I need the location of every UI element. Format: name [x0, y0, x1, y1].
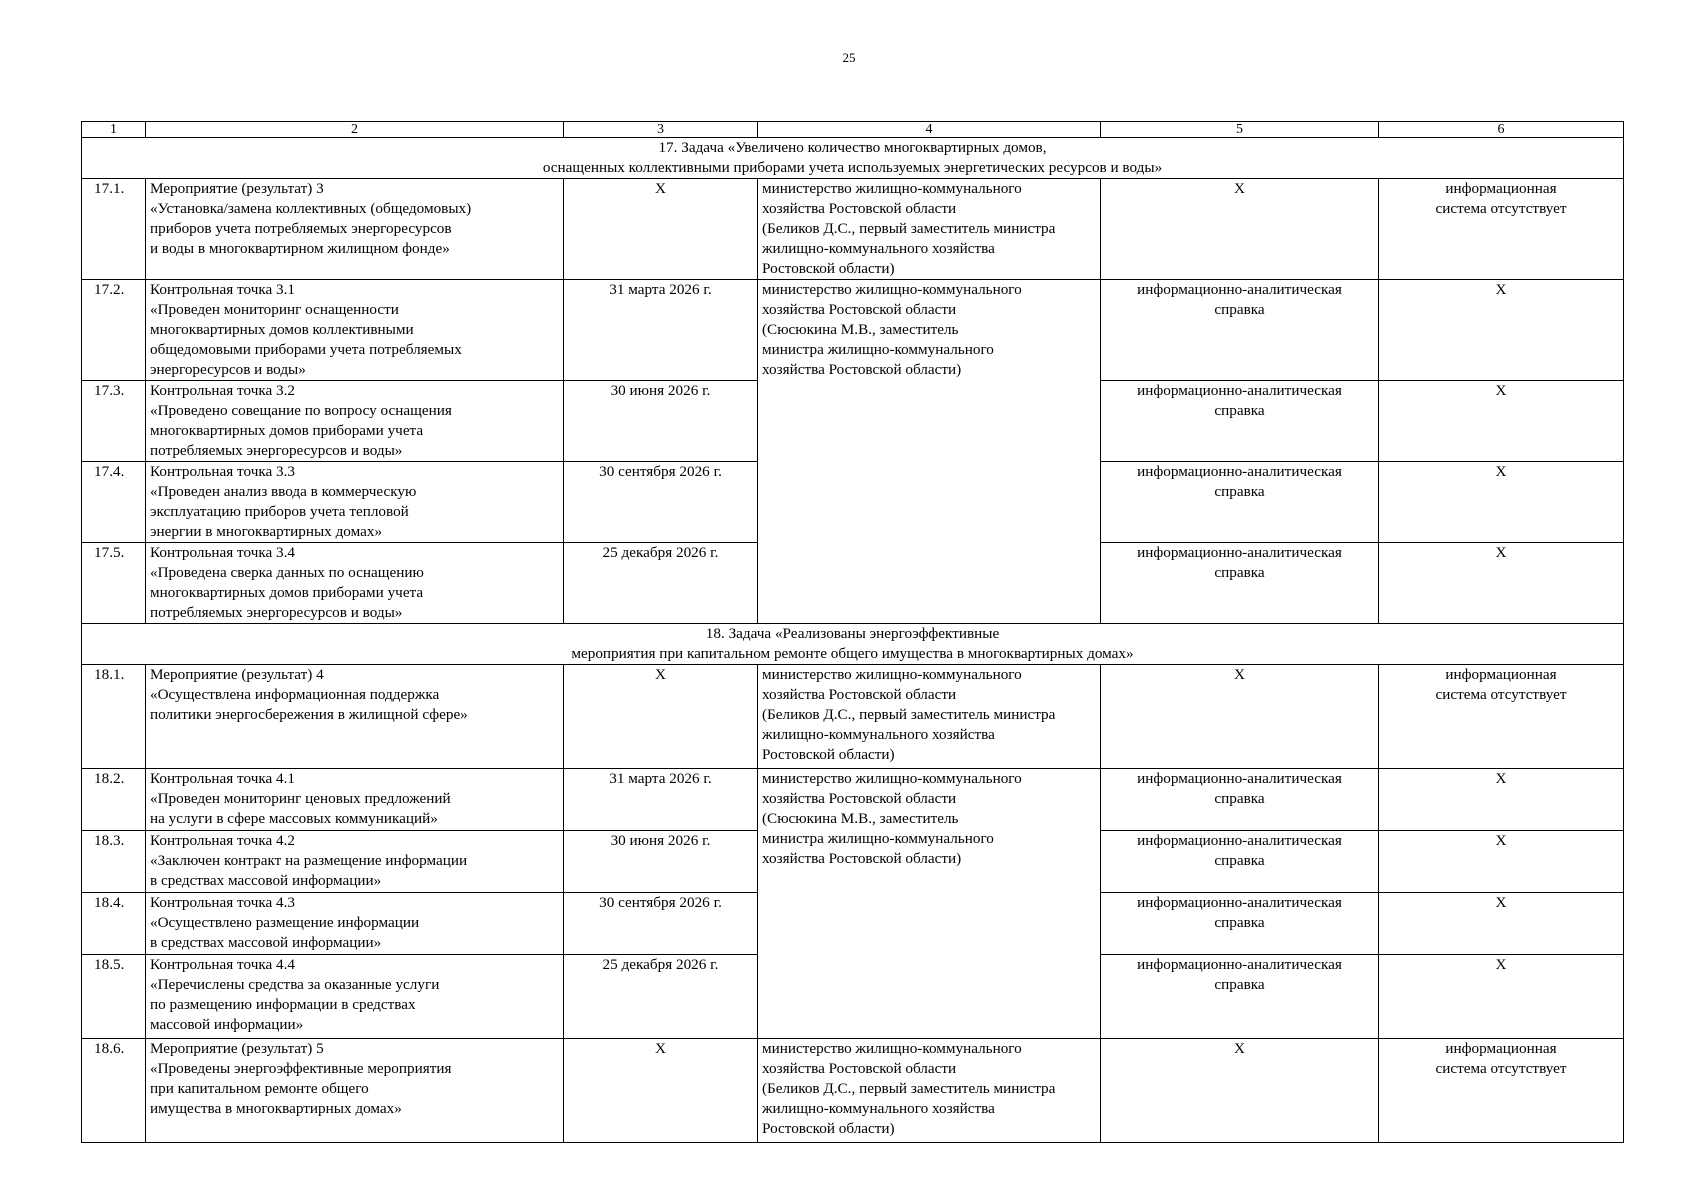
- row-info-system: X: [1379, 893, 1624, 955]
- row-deadline: 31 марта 2026 г.: [564, 280, 758, 381]
- task-title: 18. Задача «Реализованы энергоэффективные мероприятия при капитальном ремонте общего имущества в многоквартирных домах»: [82, 624, 1624, 665]
- row-responsible: министерство жилищно-коммунального хозяйства Ростовской области (Беликов Д.С., первый заместитель министра жилищно-коммунального хозяйства Ростовской области): [758, 1039, 1101, 1143]
- column-number: 1: [82, 122, 146, 138]
- row-deadline: 30 сентября 2026 г.: [564, 462, 758, 543]
- row-number: 17.5.: [82, 543, 146, 624]
- row-description: Контрольная точка 4.2 «Заключен контракт на размещение информации в средствах массовой информации»: [146, 831, 564, 893]
- row-deadline: 31 марта 2026 г.: [564, 769, 758, 831]
- row-document: информационно-аналитическая справка: [1101, 280, 1379, 381]
- column-number: 2: [146, 122, 564, 138]
- plan-table: [81, 121, 1624, 1143]
- row-document: информационно-аналитическая справка: [1101, 831, 1379, 893]
- row-number: 17.1.: [82, 179, 146, 280]
- row-deadline: 25 декабря 2026 г.: [564, 543, 758, 624]
- row-document: информационно-аналитическая справка: [1101, 769, 1379, 831]
- row-info-system: X: [1379, 543, 1624, 624]
- row-document: информационно-аналитическая справка: [1101, 955, 1379, 1039]
- row-responsible: министерство жилищно-коммунального хозяйства Ростовской области (Сюсюкина М.В., заместитель министра жилищно-коммунального хозяйства Ростовской области): [758, 769, 1101, 1039]
- row-description: Контрольная точка 4.1 «Проведен мониторинг ценовых предложений на услуги в сфере массовых коммуникаций»: [146, 769, 564, 831]
- row-responsible: министерство жилищно-коммунального хозяйства Ростовской области (Беликов Д.С., первый заместитель министра жилищно-коммунального хозяйства Ростовской области): [758, 665, 1101, 769]
- row-info-system: X: [1379, 831, 1624, 893]
- row-number: 18.6.: [82, 1039, 146, 1143]
- row-description: Контрольная точка 4.4 «Перечислены средства за оказанные услуги по размещению информации в средствах массовой информации»: [146, 955, 564, 1039]
- row-info-system: X: [1379, 280, 1624, 381]
- task-row: [82, 624, 1624, 665]
- row-deadline: 30 июня 2026 г.: [564, 381, 758, 462]
- row-number: 17.2.: [82, 280, 146, 381]
- row-description: Контрольная точка 3.2 «Проведено совещание по вопросу оснащения многоквартирных домов приборами учета потребляемых энергоресурсов и воды»: [146, 381, 564, 462]
- row-info-system: X: [1379, 769, 1624, 831]
- row-info-system: X: [1379, 462, 1624, 543]
- row-responsible: министерство жилищно-коммунального хозяйства Ростовской области (Беликов Д.С., первый заместитель министра жилищно-коммунального хозяйства Ростовской области): [758, 179, 1101, 280]
- row-number: 18.2.: [82, 769, 146, 831]
- row-document: информационно-аналитическая справка: [1101, 462, 1379, 543]
- column-number: 4: [758, 122, 1101, 138]
- row-deadline: X: [564, 179, 758, 280]
- row-description: Мероприятие (результат) 5 «Проведены энергоэффективные мероприятия при капитальном ремонте общего имущества в многоквартирных домах»: [146, 1039, 564, 1143]
- table-row: [82, 179, 1624, 280]
- row-info-system: информационная система отсутствует: [1379, 1039, 1624, 1143]
- row-document: информационно-аналитическая справка: [1101, 893, 1379, 955]
- row-description: Контрольная точка 3.1 «Проведен мониторинг оснащенности многоквартирных домов коллективными общедомовыми приборами учета потребляемых энергоресурсов и воды»: [146, 280, 564, 381]
- table-row: [82, 1039, 1624, 1143]
- row-info-system: информационная система отсутствует: [1379, 179, 1624, 280]
- row-description: Контрольная точка 3.4 «Проведена сверка данных по оснащению многоквартирных домов приборами учета потребляемых энергоресурсов и воды»: [146, 543, 564, 624]
- row-deadline: X: [564, 1039, 758, 1143]
- row-document: X: [1101, 179, 1379, 280]
- row-number: 18.5.: [82, 955, 146, 1039]
- column-number: 3: [564, 122, 758, 138]
- page-number: 25: [842, 50, 856, 65]
- table-row: [82, 280, 1624, 381]
- row-deadline: 30 сентября 2026 г.: [564, 893, 758, 955]
- row-info-system: информационная система отсутствует: [1379, 665, 1624, 769]
- column-number: 5: [1101, 122, 1379, 138]
- row-info-system: X: [1379, 381, 1624, 462]
- table-row: [82, 665, 1624, 769]
- row-info-system: X: [1379, 955, 1624, 1039]
- row-document: X: [1101, 665, 1379, 769]
- row-description: Контрольная точка 3.3 «Проведен анализ ввода в коммерческую эксплуатацию приборов учета тепловой энергии в многоквартирных домах»: [146, 462, 564, 543]
- table-row: [82, 769, 1624, 831]
- row-deadline: 30 июня 2026 г.: [564, 831, 758, 893]
- row-description: Контрольная точка 4.3 «Осуществлено размещение информации в средствах массовой информации»: [146, 893, 564, 955]
- row-document: информационно-аналитическая справка: [1101, 543, 1379, 624]
- row-number: 18.3.: [82, 831, 146, 893]
- task-title: 17. Задача «Увеличено количество многоквартирных домов, оснащенных коллективными приборами учета используемых энергетических ресурсов и воды»: [82, 138, 1624, 179]
- row-deadline: X: [564, 665, 758, 769]
- row-number: 18.1.: [82, 665, 146, 769]
- row-description: Мероприятие (результат) 4 «Осуществлена информационная поддержка политики энергосбережения в жилищной сфере»: [146, 665, 564, 769]
- row-deadline: 25 декабря 2026 г.: [564, 955, 758, 1039]
- column-number-row: [82, 122, 1624, 138]
- row-document: X: [1101, 1039, 1379, 1143]
- row-document: информационно-аналитическая справка: [1101, 381, 1379, 462]
- row-responsible: министерство жилищно-коммунального хозяйства Ростовской области (Сюсюкина М.В., заместитель министра жилищно-коммунального хозяйства Ростовской области): [758, 280, 1101, 624]
- column-number: 6: [1379, 122, 1624, 138]
- row-number: 17.3.: [82, 381, 146, 462]
- row-description: Мероприятие (результат) 3 «Установка/замена коллективных (общедомовых) приборов учета потребляемых энергоресурсов и воды в многоквартирном жилищном фонде»: [146, 179, 564, 280]
- row-number: 17.4.: [82, 462, 146, 543]
- task-row: [82, 138, 1624, 179]
- row-number: 18.4.: [82, 893, 146, 955]
